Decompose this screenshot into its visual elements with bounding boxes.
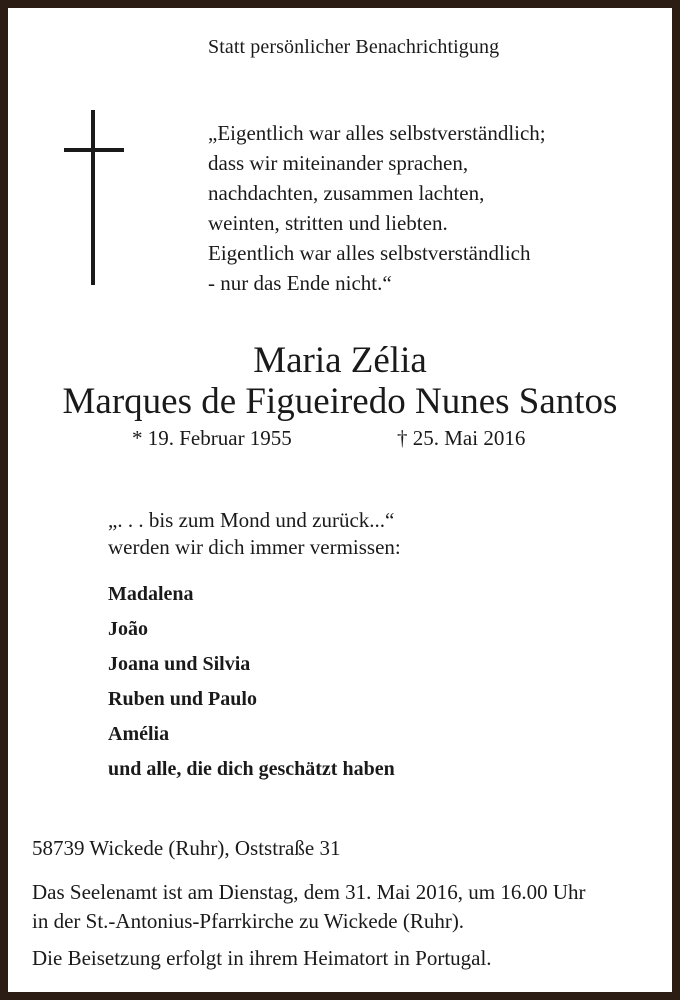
- family-member: und alle, die dich geschätzt haben: [108, 758, 395, 780]
- family-member: Amélia: [108, 723, 170, 745]
- family-member: João: [108, 618, 148, 640]
- family-member: Joana und Silvia: [108, 653, 251, 675]
- quote-line: „. . . bis zum Mond und zurück...“: [108, 508, 395, 532]
- deceased-first-name: Maria Zélia: [253, 340, 427, 381]
- quote-line: werden wir dich immer vermissen:: [108, 535, 401, 559]
- cross-icon: [64, 110, 124, 285]
- family-list: [108, 577, 395, 787]
- mourning-address: 58739 Wickede (Ruhr), Oststraße 31: [32, 836, 341, 860]
- poem-line: „Eigentlich war alles selbstverständlich;: [208, 121, 546, 145]
- birth-date: * 19. Februar 1955: [132, 426, 292, 450]
- service-line: Das Seelenamt ist am Dienstag, dem 31. Mai 2016, um 16.00 Uhr: [32, 880, 586, 904]
- deceased-surname: Marques de Figueiredo Nunes Santos: [62, 381, 618, 422]
- cross-horizontal-beam: [64, 148, 124, 152]
- death-date: † 25. Mai 2016: [397, 426, 526, 450]
- notice-header: Statt persönlicher Benachrichtigung: [208, 36, 500, 58]
- family-member: Ruben und Paulo: [108, 688, 257, 710]
- cross-vertical-beam: [91, 110, 95, 285]
- service-line: in der St.-Antonius-Pfarrkirche zu Wickede (Ruhr).: [32, 909, 465, 933]
- poem-line: Eigentlich war alles selbstverständlich: [208, 241, 531, 265]
- farewell-quote: [108, 507, 401, 561]
- burial-info: Die Beisetzung erfolgt in ihrem Heimatort in Portugal.: [32, 946, 492, 970]
- memorial-service-info: [32, 878, 586, 936]
- poem-line: nachdachten, zusammen lachten,: [208, 181, 485, 205]
- poem: [208, 118, 546, 298]
- poem-line: weinten, stritten und liebten.: [208, 211, 448, 235]
- poem-line: dass wir miteinander sprachen,: [208, 151, 469, 175]
- family-member: Madalena: [108, 583, 194, 605]
- poem-line: - nur das Ende nicht.“: [208, 271, 392, 295]
